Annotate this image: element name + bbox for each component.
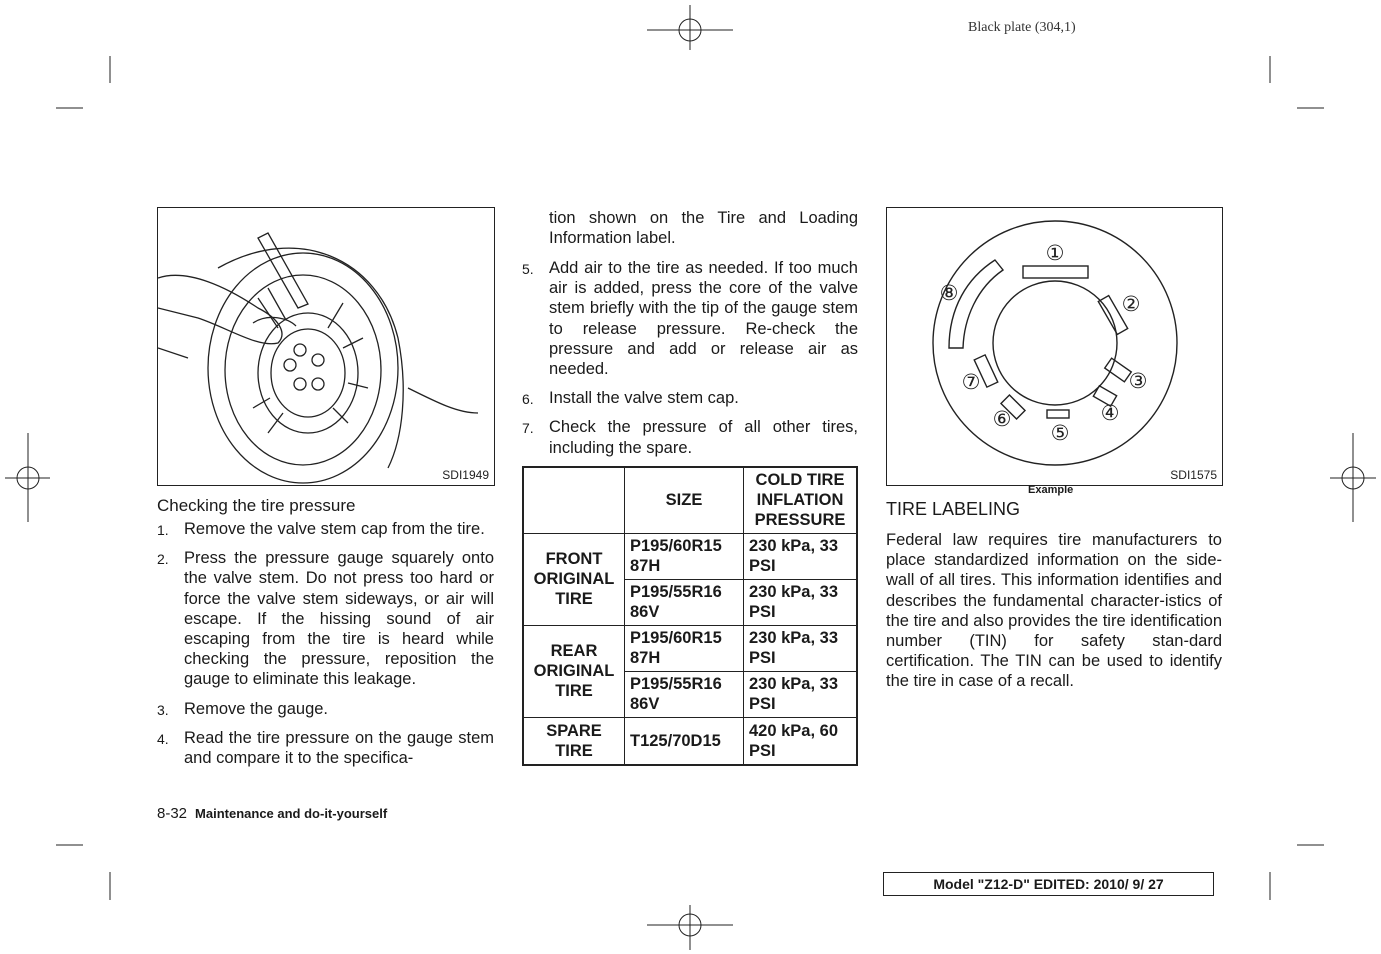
callout-6: ⑥ <box>992 407 1012 431</box>
table-cell-size: P195/60R15 87H <box>625 625 744 671</box>
row-group-label: SPARE TIRE <box>523 717 625 765</box>
step-number: 7. <box>522 420 534 437</box>
list-item <box>522 388 858 408</box>
model-edit-box: Model "Z12-D" EDITED: 2010/ 9/ 27 <box>883 872 1214 896</box>
figure-caption: Checking the tire pressure <box>157 496 356 515</box>
table-cell-pressure: 420 kPa, 60 PSI <box>744 717 858 765</box>
section-name: Maintenance and do-it-yourself <box>195 806 388 821</box>
callout-3: ③ <box>1128 369 1148 393</box>
steps-list-middle <box>522 258 858 467</box>
step-number: 5. <box>522 261 534 277</box>
table-row <box>523 533 857 579</box>
tire-gauge-figure <box>157 207 495 486</box>
step-text: Check the pressure of all other tires, including the spare. <box>549 418 858 457</box>
step-number: 1. <box>157 522 169 538</box>
table-header-empty <box>523 467 625 533</box>
table-row <box>523 717 857 765</box>
step-text: Add air to the tire as needed. If too much air is added, press the core of the valve stem briefly with the tip of the gauge stem to release pressure. Re-check the pressure and add or release air as needed. <box>549 259 858 379</box>
list-item <box>522 258 858 379</box>
callout-8: ⑧ <box>939 281 959 305</box>
row-group-label: REAR ORIGINAL TIRE <box>523 625 625 717</box>
callout-1: ① <box>1045 241 1065 265</box>
table-cell-pressure: 230 kPa, 33 PSI <box>744 579 858 625</box>
step-number: 3. <box>157 701 169 718</box>
plate-label: Black plate (304,1) <box>968 20 1076 35</box>
continued-text: tion shown on the Tire and Loading Information label. <box>549 209 858 248</box>
tire-pressure-gauge-illustration-icon <box>158 208 494 485</box>
step-text: Remove the gauge. <box>184 699 329 718</box>
step-text: Remove the valve stem cap from the tire. <box>184 520 485 538</box>
table-cell-size: P195/55R16 86V <box>625 671 744 717</box>
step-text: Read the tire pressure on the gauge stem and compare it to the specifica- <box>184 728 494 768</box>
callout-4: ④ <box>1100 401 1120 425</box>
section-heading: TIRE LABELING <box>886 499 1021 519</box>
figure-code: SDI1949 <box>442 468 489 482</box>
callout-7: ⑦ <box>961 370 981 394</box>
callout-2: ② <box>1121 292 1141 316</box>
table-cell-size: T125/70D15 <box>625 717 744 765</box>
example-label: Example <box>1028 484 1074 496</box>
list-item <box>157 728 494 768</box>
table-cell-pressure: 230 kPa, 33 PSI <box>744 671 858 717</box>
table-header-pressure: COLD TIRE INFLATION PRESSURE <box>744 467 858 533</box>
step-number: 2. <box>157 551 169 568</box>
page-footer <box>157 805 387 822</box>
step-text: Press the pressure gauge squarely onto the valve stem. Do not press too hard or force the valve stem sideways, or air will escape. If the hissing sound of air escaping from the tire is heard while checking the pressure, reposition the gauge to eliminate this leakage. <box>184 549 494 689</box>
list-item <box>157 519 494 539</box>
tire-labeling-paragraph: Federal law requires tire manufacturers to place standardized information on the side-wall of all tires. This information identifies and describes the fundamental character-istics of the tire and also provides the tire identification number (TIN) for safety stan-dard certification. The TIN can be used to identify the tire in case of a recall. <box>886 531 1222 691</box>
table-cell-size: P195/60R15 87H <box>625 533 744 579</box>
tire-sidewall-diagram-icon <box>887 208 1222 485</box>
callout-5: ⑤ <box>1050 421 1070 445</box>
step-text: Install the valve stem cap. <box>549 389 739 408</box>
list-item <box>157 548 494 689</box>
page-number: 8-32 <box>157 805 188 822</box>
table-cell-pressure: 230 kPa, 33 PSI <box>744 625 858 671</box>
tire-label-figure <box>886 207 1223 486</box>
table-cell-size: P195/55R16 86V <box>625 579 744 625</box>
tire-pressure-table <box>522 466 858 766</box>
row-group-label: FRONT ORIGINAL TIRE <box>523 533 625 625</box>
figure-code: SDI1575 <box>1170 468 1217 482</box>
steps-list-left <box>157 519 494 777</box>
list-item <box>157 699 494 719</box>
table-row <box>523 625 857 671</box>
step-number: 6. <box>522 391 534 408</box>
list-item <box>522 417 858 457</box>
table-header-size: SIZE <box>625 467 744 533</box>
step-number: 4. <box>157 730 169 747</box>
table-cell-pressure: 230 kPa, 33 PSI <box>744 533 858 579</box>
table-header-row <box>523 467 857 533</box>
